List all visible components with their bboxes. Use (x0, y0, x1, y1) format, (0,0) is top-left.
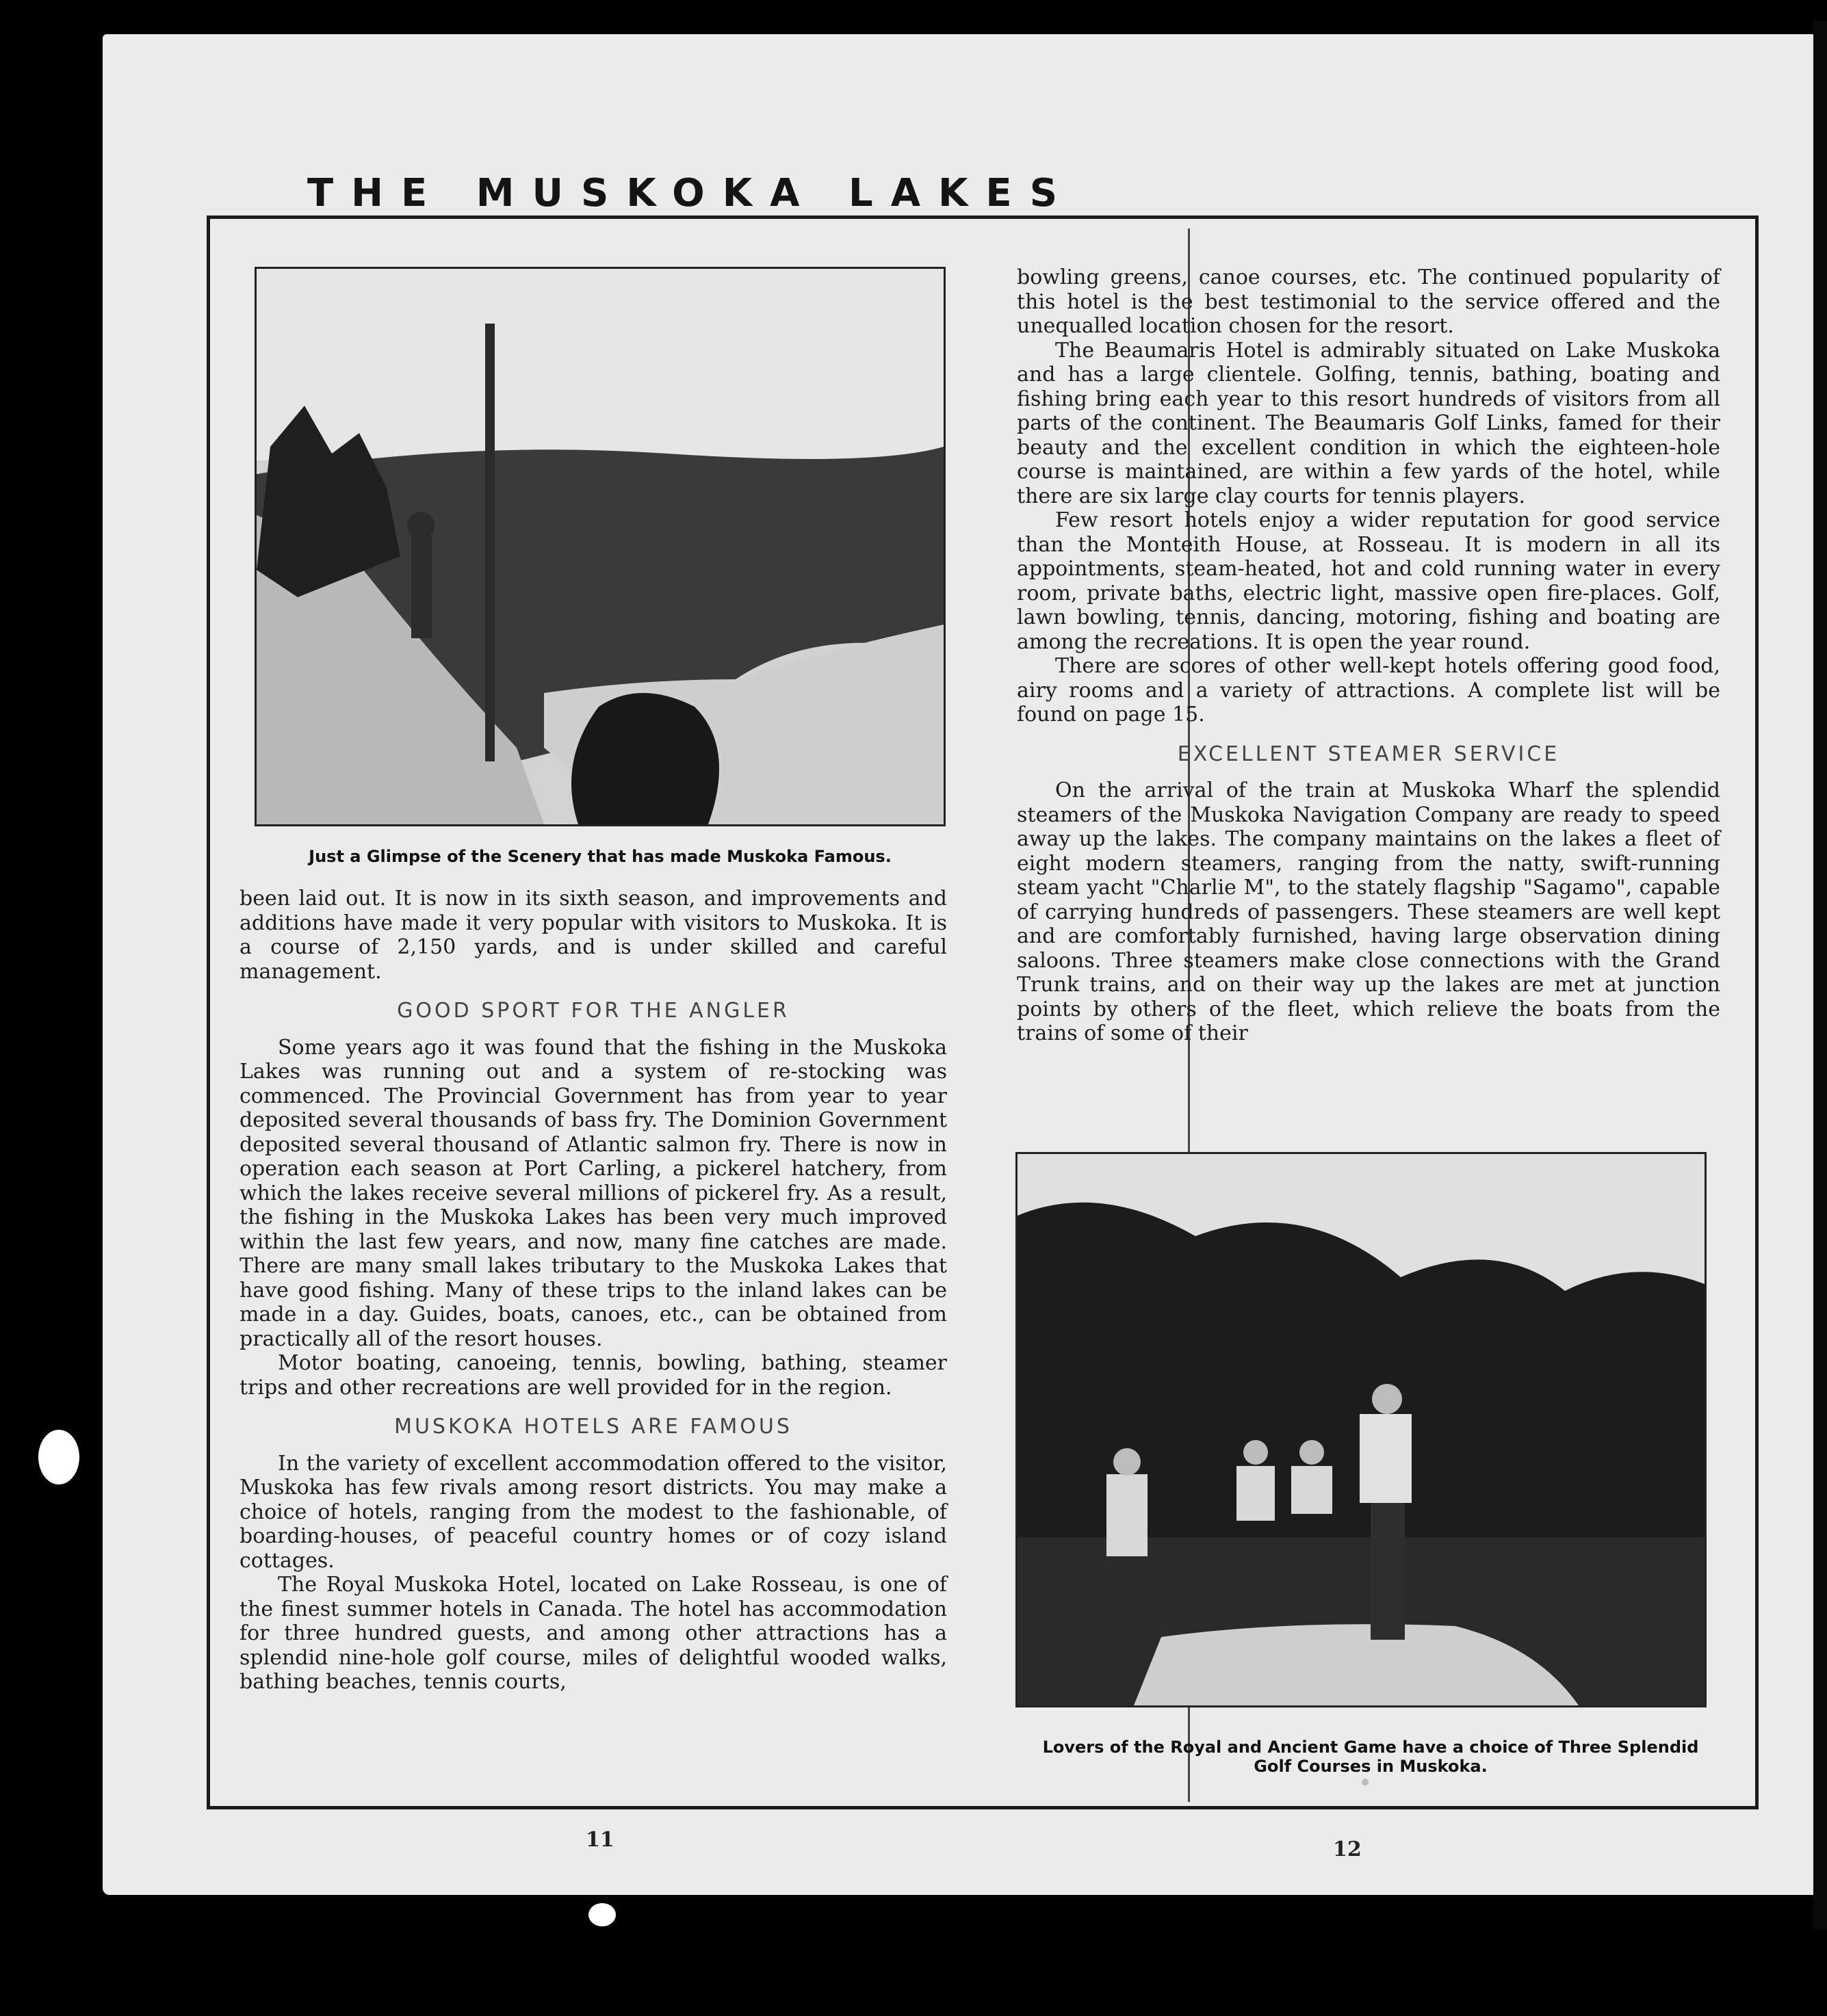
binding-gutter (1813, 21, 1827, 1929)
monteith-paragraph: Few resort hotels enjoy a wider reputation for good service than the Monteith House, at Rosseau. It is modern in all its appointments, steam-heated, hot and cold running water in every room, private baths, electric light, massive open fire-places. Golf, lawn bowling, tennis, dancing, motoring, fishing and boating are among the recreations. It is open the year round. (1017, 508, 1720, 654)
page-title: THE MUSKOKA LAKES (307, 171, 1076, 215)
steamer-heading: EXCELLENT STEAMER SERVICE (1177, 742, 1560, 766)
beaumaris-paragraph: The Beaumaris Hotel is admirably situated on Lake Muskoka and has a large clientele. Golfing, tennis, bathing, boating and fishing bring each year to this resort hundreds of visitors from all parts of the continent. The Beaumaris Golf Links, famed for their beauty and the excellent condition in which the eighteen-hole course is maintained, are within a few yards of the hotel, while there are six large clay courts for tennis players. (1017, 338, 1720, 508)
golf-photo-caption: Lovers of the Royal and Ancient Game have a choice of Three Splendid Golf Courses in Muskoka. (1042, 1738, 1699, 1776)
angler-paragraph-2: Motor boating, canoeing, tennis, bowling, bathing, steamer trips and other recreations are well provided for in the region. (239, 1351, 947, 1400)
hotels-paragraph-2: The Royal Muskoka Hotel, located on Lake Rosseau, is one of the finest summer hotels in Canada. The hotel has accommodation for three hundred guests, and among other attractions has a splendid nine-hole golf course, miles of delightful wooded walks, bathing beaches, tennis courts, (239, 1573, 947, 1694)
hotels-paragraph-1: In the variety of excellent accommodation offered to the visitor, Muskoka has few rivals among resort districts. You may make a choice of hotels, ranging from the modest to the fashionable, of boarding-houses, of peaceful country homes or of cozy island cottages. (239, 1451, 947, 1573)
left-column-text (239, 887, 947, 1694)
royal-muskoka-continued: bowling greens, canoe courses, etc. The continued popularity of this hotel is the best testimonial to the service offered and the unequalled location chosen for the resort. (1017, 265, 1720, 338)
steamer-paragraph: On the arrival of the train at Muskoka Wharf the splendid steamers of the Muskoka Navigation Company are ready to speed away up the lakes. The company maintains on the lakes a fleet of eight modern steamers, ranging from the natty, swift-running steam yacht "Charlie M", to the stately flagship "Sagamo", capable of carrying hundreds of passengers. These steamers are well kept and are comfortably furnished, having large observation dining saloons. Three steamers make close connections with the Grand Trunk trains, and on their way up the lakes are met at junction points by others of the fleet, which relieve the boats from the trains of some of their (1017, 778, 1720, 1045)
page-number-left: 11 (586, 1828, 614, 1852)
other-hotels-paragraph: There are scores of other well-kept hotels offering good food, airy rooms and a variety of attractions. A complete list will be found on page 15. (1017, 654, 1720, 726)
right-column-text (1017, 265, 1720, 1046)
angler-paragraph-1: Some years ago it was found that the fishing in the Muskoka Lakes was running out and a system of re-stocking was commenced. The Provincial Government has from year to year deposited several thousands of bass fry. The Dominion Government deposited several thousand of Atlantic salmon fry. There is now in operation each season at Port Carling, a pickerel hatchery, from which the lakes receive several millions of pickerel fry. As a result, the fishing in the Muskoka Lakes has been very much improved within the last few years, and now, many fine catches are made. There are many small lakes tributary to the Muskoka Lakes that have good fishing. Many of these trips to the inland lakes can be made in a day. Guides, boats, canoes, etc., can be obtained from practically all of the resort houses. (239, 1035, 947, 1351)
scenery-photo (255, 267, 946, 826)
angler-heading: GOOD SPORT FOR THE ANGLER (397, 999, 790, 1023)
scenery-illustration (257, 269, 944, 824)
page-number-right: 12 (1333, 1837, 1362, 1861)
intro-paragraph: been laid out. It is now in its sixth season, and improvements and additions have made it very popular with visitors to Muskoka. It is a course of 2,150 yards, and is under skilled and careful management. (239, 887, 947, 984)
scenery-photo-caption: Just a Glimpse of the Scenery that has made Muskoka Famous. (309, 847, 892, 866)
golf-illustration (1018, 1154, 1705, 1705)
hotels-heading: MUSKOKA HOTELS ARE FAMOUS (394, 1415, 792, 1439)
golf-photo (1015, 1152, 1707, 1707)
